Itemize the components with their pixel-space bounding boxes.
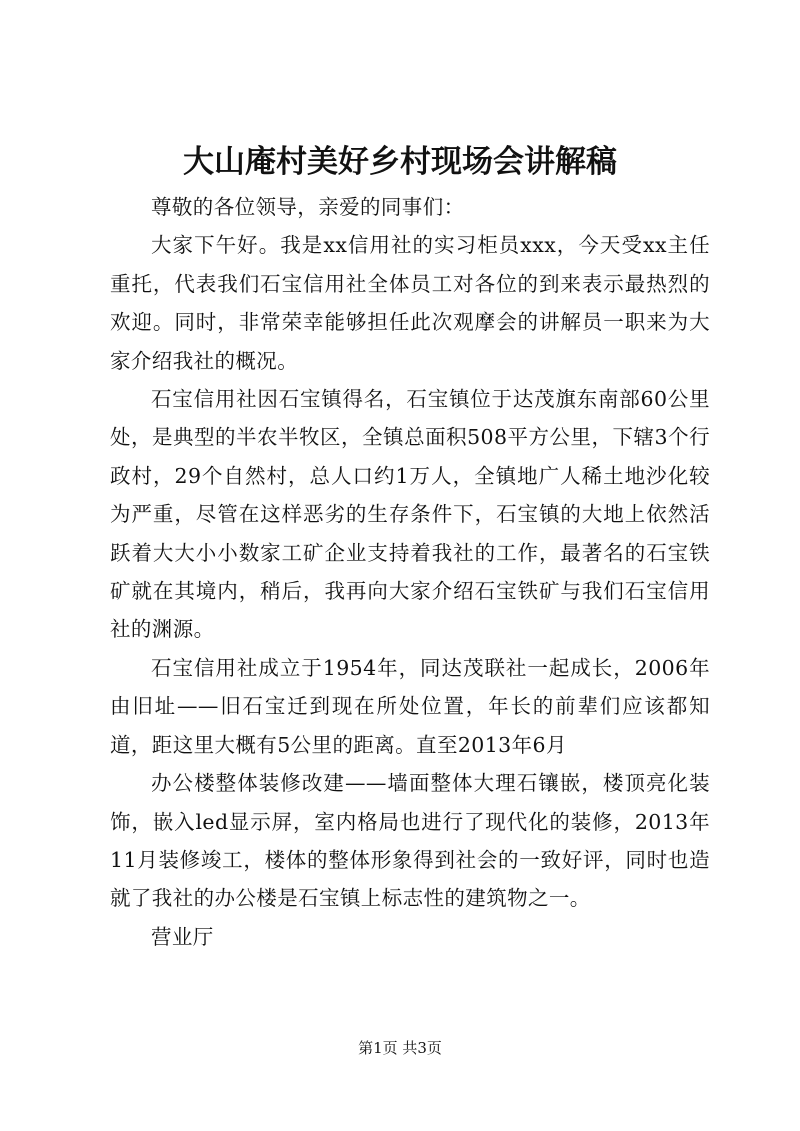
paragraph-town-overview: 石宝信用社因石宝镇得名，石宝镇位于达茂旗东南部60公里处，是典型的半农半牧区，全镇总面积508平方公里，下辖3个行政村，29个自然村，总人口约1万人，全镇地广人稀土地沙化较为严重，尽管在这样恶劣的生存条件下，石宝镇的大地上依然活跃着大大小小数家工矿企业支持着我社的工作，最著名的石宝铁矿就在其境内，稍后，我再向大家介绍石宝铁矿与我们石宝信用社的渊源。 bbox=[110, 387, 710, 642]
paragraph-greeting: 大家下午好。我是xx信用社的实习柜员xxx，今天受xx主任重托，代表我们石宝信用社全体员工对各位的到来表示最热烈的欢迎。同时，非常荣幸能够担任此次观摩会的讲解员一职来为大家介绍我社的概况。 bbox=[110, 233, 710, 373]
paragraph-salutation: 尊敬的各位领导，亲爱的同事们： bbox=[151, 195, 465, 219]
paragraph-history: 石宝信用社成立于1954年，同达茂联社一起成长，2006年由旧址——旧石宝迁到现在所处位置，年长的前辈们应该都知道，距这里大概有5公里的距离。直至2013年6月 bbox=[110, 655, 710, 757]
document-body bbox=[110, 188, 710, 956]
page-number: 第1页 共3页 bbox=[358, 1039, 442, 1057]
paragraph-hall: 营业厅 bbox=[151, 924, 214, 949]
paragraph-renovation: 办公楼整体装修改建——墙面整体大理石镶嵌，楼顶亮化装饰，嵌入led显示屏，室内格局也进行了现代化的装修，2013年11月装修竣工，楼体的整体形象得到社会的一致好评，同时也造就了我社的办公楼是石宝镇上标志性的建筑物之一。 bbox=[110, 771, 710, 911]
document-title: 大山庵村美好乡村现场会讲解稿 bbox=[183, 144, 617, 180]
